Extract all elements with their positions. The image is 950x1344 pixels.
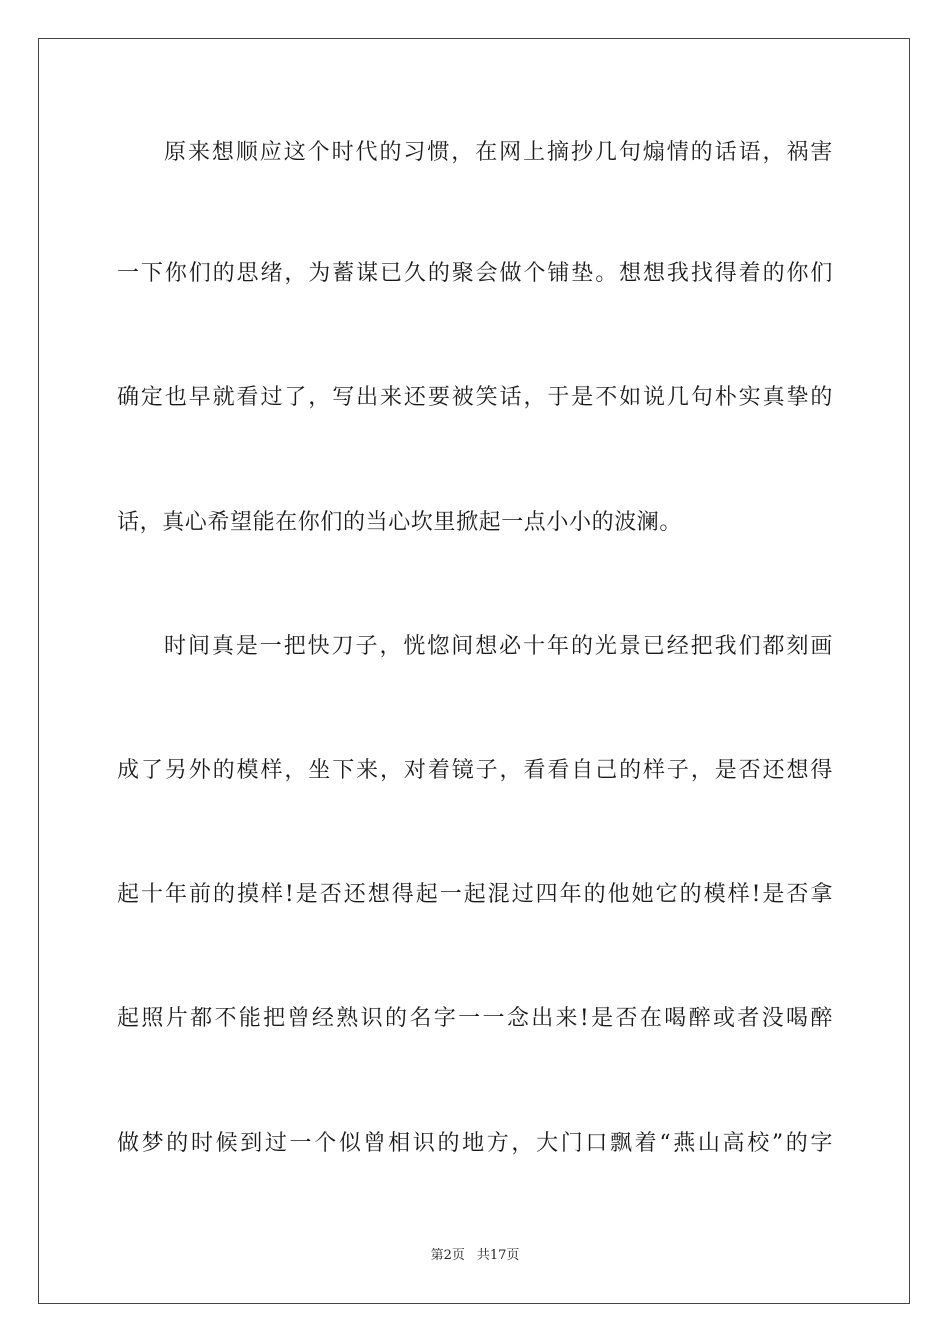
paragraph-2-line-3: 起十年前的摸样!是否还想得起一起混过四年的他她它的模样!是否拿 [117,882,833,907]
paragraph-1-line-1: 原来想顺应这个时代的习惯，在网上摘抄几句煽情的话语，祸害 [164,140,833,165]
paragraph-1-line-3: 确定也早就看过了，写出来还要被笑话，于是不如说几句朴实真挚的 [117,385,833,410]
paragraph-2-line-5: 做梦的时候到过一个似曾相识的地方，大门口飘着“燕山高校”的字 [117,1131,833,1156]
paragraph-2-line-2: 成了另外的模样，坐下来，对着镜子，看看自己的样子，是否还想得 [117,758,833,783]
page-number: 第2页 [430,1248,465,1263]
page-total: 共17页 [476,1248,520,1263]
page-footer [0,1247,950,1265]
paragraph-1-line-4: 话，真心希望能在你们的当心坎里掀起一点小小的波澜。 [117,510,683,535]
paragraph-2-line-1: 时间真是一把快刀子，恍惚间想必十年的光景已经把我们都刻画 [164,634,833,659]
paragraph-1-line-2: 一下你们的思绪，为蓄谋已久的聚会做个铺垫。想想我找得着的你们 [117,261,833,286]
paragraph-2-line-4: 起照片都不能把曾经熟识的名字一一念出来!是否在喝醉或者没喝醉 [117,1006,833,1031]
page-border [38,38,910,1304]
